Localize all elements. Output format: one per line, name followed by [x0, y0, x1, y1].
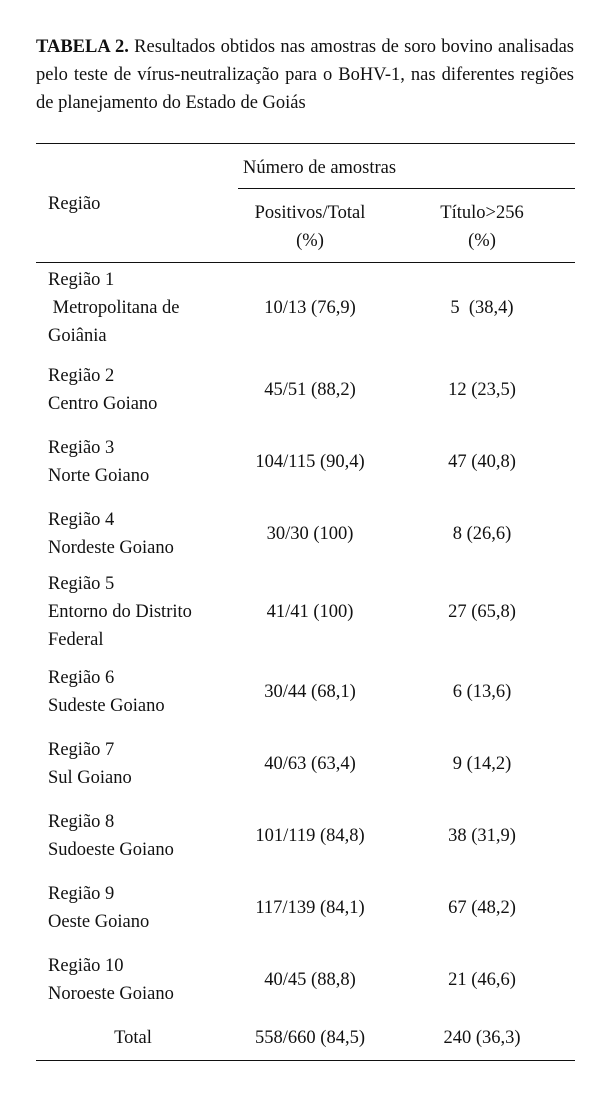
- region-name-line: Oeste Goiano: [48, 912, 150, 932]
- region-name-line: Sul Goiano: [48, 768, 132, 788]
- region-name-line: Goiânia: [48, 326, 107, 346]
- header-bottom-rule: [36, 262, 575, 263]
- region-name-line: Região 5: [48, 574, 115, 594]
- region-name-line: Região 6: [48, 668, 115, 688]
- region-name-line: Sudeste Goiano: [48, 696, 165, 716]
- region-name-line: Região 3: [48, 438, 115, 458]
- table-caption-text: Resultados obtidos nas amostras de soro bovino analisadas pelo teste de vírus-neutralização para o BoHV-1, nas diferentes regiões de planejamento do Estado de Goiás: [36, 37, 575, 113]
- header-positives-line2: (%): [296, 231, 324, 251]
- positives-cell: 10/13 (76,9): [264, 298, 356, 318]
- titer-cell: 67 (48,2): [448, 898, 516, 918]
- region-name-line: Região 9: [48, 884, 115, 904]
- region-name-line: Região 8: [48, 812, 115, 832]
- region-name-line: Sudoeste Goiano: [48, 840, 174, 860]
- positives-cell: 40/63 (63,4): [264, 754, 356, 774]
- header-positives-line1: Positivos/Total: [254, 203, 366, 223]
- positives-cell: 30/44 (68,1): [264, 682, 356, 702]
- header-titer-line2: (%): [468, 231, 496, 251]
- titer-cell: 12 (23,5): [448, 380, 516, 400]
- region-name-line: Entorno do Distrito: [48, 602, 192, 622]
- table-caption: [36, 33, 574, 117]
- region-name-line: Centro Goiano: [48, 394, 158, 414]
- total-label: Total: [114, 1028, 152, 1048]
- titer-cell: 21 (46,6): [448, 970, 516, 990]
- positives-cell: 40/45 (88,8): [264, 970, 356, 990]
- header-group-rule: [238, 188, 575, 189]
- titer-cell: 5 (38,4): [450, 298, 514, 318]
- positives-cell: 45/51 (88,2): [264, 380, 356, 400]
- region-name-line: Região 10: [48, 956, 124, 976]
- region-name-line: Região 4: [48, 510, 115, 530]
- region-name-line: Norte Goiano: [48, 466, 150, 486]
- positives-cell: 101/119 (84,8): [255, 826, 365, 846]
- positives-cell: 30/30 (100): [266, 524, 354, 544]
- positives-cell: 117/139 (84,1): [255, 898, 365, 918]
- region-name-line: Região 7: [48, 740, 115, 760]
- titer-cell: 47 (40,8): [448, 452, 516, 472]
- total-positives: 558/660 (84,5): [255, 1028, 365, 1048]
- table-top-rule: [36, 143, 575, 144]
- header-region: Região: [48, 194, 101, 214]
- header-titer-line1: Título>256: [440, 203, 524, 223]
- region-name-line: Região 2: [48, 366, 115, 386]
- table-caption-label: TABELA 2.: [36, 37, 129, 57]
- titer-cell: 9 (14,2): [452, 754, 512, 774]
- titer-cell: 6 (13,6): [452, 682, 512, 702]
- titer-cell: 38 (31,9): [448, 826, 516, 846]
- region-name-line: Federal: [48, 630, 104, 650]
- region-name-line: Região 1: [48, 270, 115, 290]
- total-titer: 240 (36,3): [443, 1028, 521, 1048]
- positives-cell: 41/41 (100): [266, 602, 354, 622]
- region-name-line: Metropolitana de: [48, 298, 180, 318]
- header-group: Número de amostras: [243, 158, 397, 178]
- table-bottom-rule: [36, 1060, 575, 1061]
- positives-cell: 104/115 (90,4): [255, 452, 365, 472]
- region-name-line: Nordeste Goiano: [48, 538, 174, 558]
- region-name-line: Noroeste Goiano: [48, 984, 174, 1004]
- titer-cell: 27 (65,8): [448, 602, 516, 622]
- titer-cell: 8 (26,6): [452, 524, 512, 544]
